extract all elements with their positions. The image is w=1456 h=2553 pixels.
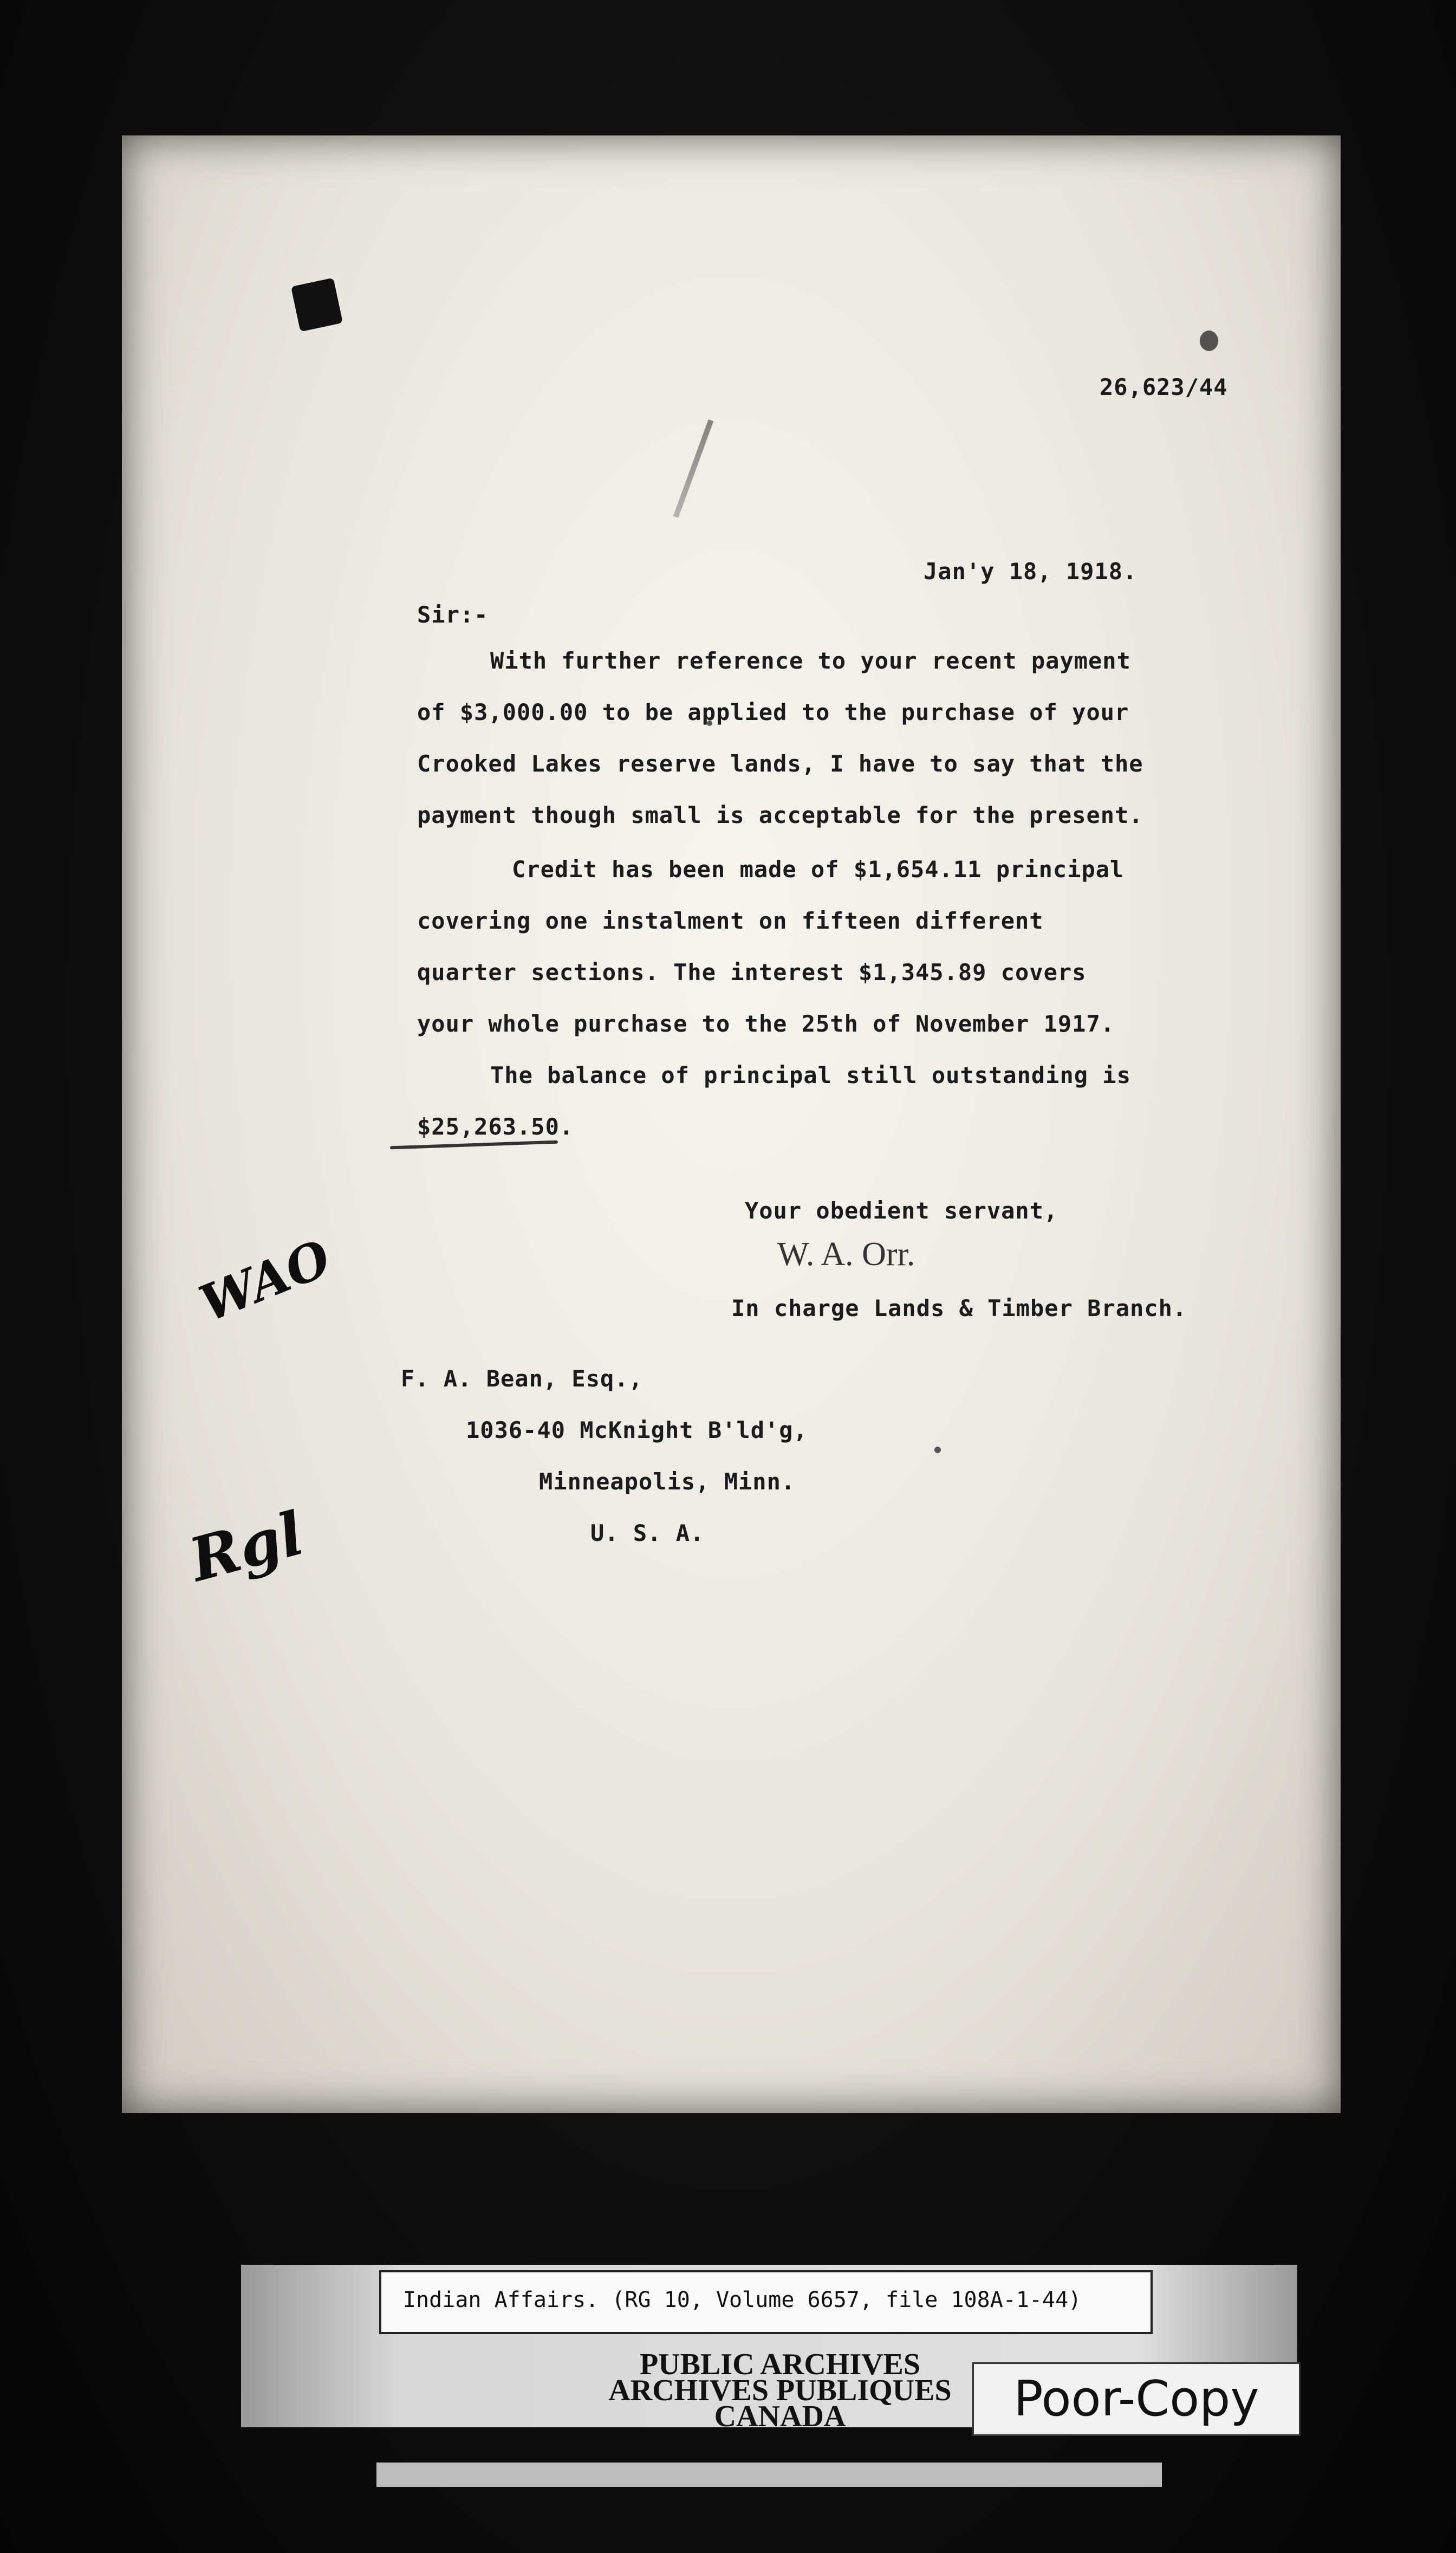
label-bottom-bar bbox=[376, 2463, 1162, 2487]
ink-speck bbox=[1200, 331, 1218, 351]
archives-line: ARCHIVES PUBLIQUES bbox=[608, 2374, 952, 2407]
pen-underline bbox=[390, 1141, 558, 1150]
handwritten-initials: WAO bbox=[191, 1228, 339, 1333]
archives-line: PUBLIC ARCHIVES bbox=[639, 2348, 921, 2381]
punch-hole bbox=[291, 278, 343, 332]
pencil-mark bbox=[673, 419, 713, 518]
body-line: your whole purchase to the 25th of November 1917. bbox=[417, 1010, 1115, 1037]
ink-speck bbox=[934, 1447, 941, 1453]
citation-text: Indian Affairs. (RG 10, Volume 6657, file 108A-1-44) bbox=[403, 2288, 1082, 2312]
body-line: payment though small is acceptable for the present. bbox=[417, 802, 1143, 828]
archives-stamp bbox=[585, 2348, 975, 2433]
archives-line: CANADA bbox=[714, 2400, 846, 2433]
address-line: Minneapolis, Minn. bbox=[539, 1468, 796, 1495]
citation-box bbox=[379, 2270, 1153, 2334]
letter-page bbox=[122, 135, 1341, 2113]
signature-title: In charge Lands & Timber Branch. bbox=[731, 1295, 1187, 1321]
salutation: Sir:- bbox=[417, 601, 489, 628]
signature-name: W. A. Orr. bbox=[777, 1236, 915, 1273]
body-line: Credit has been made of $1,654.11 principal bbox=[512, 856, 1124, 883]
address-line: U. S. A. bbox=[590, 1520, 705, 1546]
body-line: of $3,000.00 to be applied to the purchase of your bbox=[417, 699, 1129, 725]
address-line: F. A. Bean, Esq., bbox=[401, 1365, 643, 1392]
body-line: The balance of principal still outstanding is bbox=[490, 1062, 1131, 1088]
handwritten-initials: Rgl bbox=[182, 1498, 311, 1595]
letter-date: Jan'y 18, 1918. bbox=[924, 558, 1138, 585]
address-line: 1036-40 McKnight B'ld'g, bbox=[466, 1417, 808, 1443]
body-line: covering one instalment on fifteen different bbox=[417, 908, 1044, 934]
closing: Your obedient servant, bbox=[745, 1197, 1058, 1224]
body-line: quarter sections. The interest $1,345.89 covers bbox=[417, 959, 1087, 986]
balance-amount: $25,263.50. bbox=[417, 1113, 574, 1140]
file-number: 26,623/44 bbox=[1100, 374, 1228, 400]
body-line: With further reference to your recent payment bbox=[490, 647, 1131, 674]
poor-copy-stamp: Poor-Copy bbox=[972, 2362, 1301, 2436]
body-line: Crooked Lakes reserve lands, I have to say that the bbox=[417, 750, 1143, 777]
